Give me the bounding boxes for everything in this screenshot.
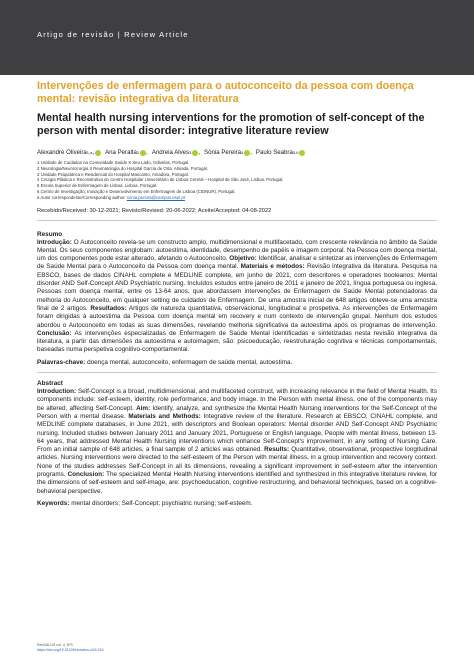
author-name: Sónia Pereira xyxy=(204,149,241,156)
abstract-body xyxy=(37,388,437,496)
author-name: Andreia Alves xyxy=(151,149,190,156)
resumo-results-label: Resultados: xyxy=(90,304,127,312)
author-name: Paulo Seabra xyxy=(255,149,293,156)
abstract-intro-label: Introduction: xyxy=(37,388,77,396)
title-portuguese: Intervenções de enfermagem para o autoconceito da pessoa com doença mental: revisão integrativa da literatura xyxy=(37,80,414,105)
abstract-results-label: Results: xyxy=(264,446,290,454)
resumo-concl: As intervenções especializadas de Enfermagem de Saúde Mental identificadas e sintetizadas nesta revisão integrativa da literatura, a partir das dimensões da autoestima e autoimagem, são: psicoeducação, reestruturação cognitiva e técnicas comportamentais, baseadas numa perspetiva cognitivo-comportamental. xyxy=(37,329,437,354)
author: Andreia Alves 3 , xyxy=(151,149,201,156)
author-sup: 2 xyxy=(136,150,140,155)
resumo-kw: doença mental, autoconceito, enfermagem de saúde mental, autoestima. xyxy=(87,358,293,366)
abstract-results: Quantitative, observational, prospective longitudinal articles. Nursing interventions were directed to the self-esteem of the Person with mental illness, in a group intervention and recovery context. None of the studies addresses Self-Concept in all its dimensions, revealing a significant improvement in self-esteem after the intervention programs. xyxy=(37,446,438,478)
resumo-methods: Revisão integrativa da literatura. Pesquisa na EBSCO, bases de dados CINAHL complete e MEDLINE complete, em junho de 2021, com descritores e operadores booleanos: Mental disorder AND Self-Concept AND Psychiatric nursing. Incluídos estudos entre janeiro de 2011 e janeiro de 2021, língua portuguesa ou inglesa, Pessoas com doença mental, entre os 13-64 anos, que abordassem intervenções de Enfermagem de Saúde Mental potenciadoras da melhoria do Autoconceito, em qualquer setting de cuidados de Enfermagem. De uma amostra inicial de 648 artigos obteve-se uma amostra final de 2 artigos. xyxy=(37,263,438,312)
abstract-intro: Self-Concept is a broad, multidimensional, and multifaceted construct, with increasing relevance in the field of Mental Health. Its components include: self-esteem, identity, role performance, and body image. In the Person with mental illness, one of the components may be altered, affecting Self-Concept. xyxy=(37,388,437,412)
resumo-intro: O Autoconceito revela-se um constructo amplo, multidimensional e multifacetado, com crescente relevância no âmbito da Saúde Mental. Os seus componentes englobam: autoestima, identidade, desempenho de papéis e imagem corporal. Na Pessoa com doença mental, um dos componentes pode estar alterado, afetando o Autoconceito. xyxy=(37,238,437,263)
resumo-concl-label: Conclusão: xyxy=(37,329,72,337)
author-sup: 1,a xyxy=(86,150,93,155)
orcid-icon[interactable] xyxy=(95,150,101,156)
doi-link[interactable]: https://doi.org/10.51126/revsalus.v4i3.216 xyxy=(37,648,104,652)
abstract-concl-label: Conclusion: xyxy=(67,471,105,478)
author: Alexandre Oliveira 1,a , xyxy=(37,149,101,157)
abstract-methods: Integrative review of the literature. Research at EBSCO, CINAHL complete, and MEDLINE complete databases, in June 2021, with descriptors and Boolean operators: Mental disorder AND Self-Concept AND Psychiatric nursing. Included studies between January 2011 and January 2021, Portuguese or English language, People with mental illness, between 13-64 years, that addressed Mental Health Nursing interventions which enhance Self-Concept's improvement, in any setting of Nursing Care. From an initial sample of 648 articles, a final sample of 2 articles was obtained. xyxy=(37,412,438,454)
resumo-section xyxy=(37,231,437,373)
affiliations xyxy=(37,160,437,201)
author-name: Alexandre Oliveira xyxy=(37,149,87,156)
affiliation: 2 Neurologia/Neurocirurgia II Reumatologia do Hospital Garcia de Orta, Almada, Portugal. xyxy=(37,165,209,171)
affiliation: 6 Centro de Investigação, Inovação e Desenvolvimento em Enfermagem de Lisboa (CIDNUR), Portugal. xyxy=(37,188,236,194)
page-footer xyxy=(37,643,103,653)
orcid-icon[interactable] xyxy=(192,150,198,156)
abstract-kw: mental disorders; Self-Concept; psychiatric nursing; self-esteem. xyxy=(71,499,253,507)
title-english: Mental health nursing interventions for the promotion of self-concept of the person with mental disorder: integrative literature review xyxy=(37,112,425,137)
author xyxy=(256,149,306,157)
abstract-heading: Abstract xyxy=(37,380,63,388)
corresponding-author xyxy=(37,195,437,201)
divider xyxy=(37,372,437,373)
corresponding-label: a Autor correspondente/Corresponding author: xyxy=(37,194,126,200)
resumo-keywords xyxy=(37,359,437,367)
orcid-icon[interactable] xyxy=(299,150,305,156)
resumo-obj-label: Objetivo: xyxy=(229,255,257,263)
author: Ana Peralta 2 , xyxy=(105,149,148,156)
resumo-obj: Identificar, analisar e sintetizar as intervenções de Enfermagem de Saúde Mental para o Autoconceito da Pessoa com doença mental. xyxy=(37,255,438,271)
abstract-concl: The specialized Mental Health Nursing interventions identified and synthesized in this integrative literature review, for the dimensions of self-esteem and self-image, are: psychoeducation, cognitive restructuring, and behavioral techniques, based on a cognitive-behavioral perspective. xyxy=(37,471,437,495)
resumo-body xyxy=(37,239,437,355)
author: Sónia Pereira 4 , xyxy=(204,149,252,156)
author-sup: 5,6 xyxy=(292,150,299,155)
author-name: Ana Peralta xyxy=(105,149,137,156)
article-type: Artigo de revisão | Review Article xyxy=(37,30,189,39)
abstract-kw-label: Keywords: xyxy=(37,499,70,507)
abstract-aim-label: Aim: xyxy=(136,404,151,412)
corresponding-email[interactable]: sonia.pereira@campus.esel.pt xyxy=(126,194,185,200)
affiliation: 1 Unidade de Cuidados na Comunidade Saúde X Seu Lado, Odivelas, Portugal. xyxy=(37,160,190,165)
header-bar xyxy=(0,0,474,75)
resumo-kw-label: Palavras-chave: xyxy=(37,358,86,366)
author-sup: 4 xyxy=(240,150,244,155)
orcid-icon[interactable] xyxy=(244,150,250,156)
resumo-heading: Resumo xyxy=(37,230,63,238)
orcid-icon[interactable] xyxy=(140,150,146,156)
article-front-matter xyxy=(37,80,437,508)
affiliation: 5 Escola Superior de Enfermagem de Lisboa, Lisboa, Portugal. xyxy=(37,183,158,189)
affiliation: 4 Cirurgia Plástica e Reconstrutiva do Centro Hospitalar Universitário de Lisboa Central – Hospital de São José, Lisboa, Portugal. xyxy=(37,177,284,183)
article-dates: Recebido/Received: 30-12-2021; Revisto/Revised: 20-06-2022; Aceite/Accepted: 04-08-2022 xyxy=(37,207,272,214)
abstract-keywords xyxy=(37,500,437,508)
author-list xyxy=(37,149,437,157)
resumo-methods-label: Materiais e métodos: xyxy=(240,263,305,271)
resumo-results: Artigos de natureza quantitativa, observacional, longitudinal e prospetiva. As intervenções de Enfermagem foram dirigidas à autoestima da Pessoa com doença mental em recovery e num contexto de intervenção grupal. Nenhum dos estudos abordou o Autoconceito em todas as suas dimensões, revelando melhoria significativa da autoestima após os programas de intervenção. xyxy=(37,304,437,329)
divider xyxy=(37,220,437,221)
resumo-intro-label: Introdução: xyxy=(37,238,72,246)
abstract-aim: Identify, analyze, and synthesize the Mental Health Nursing interventions for the Self-Concept of the Person with a mental disease. xyxy=(37,404,437,420)
author-sup: 3 xyxy=(189,150,192,155)
abstract-methods-label: Materials and Methods: xyxy=(128,412,201,420)
affiliation: 3 Unidade Psiquiátrica e Residencial do Hospital Mancanto, Amadora, Portugal. xyxy=(37,171,189,177)
journal-info: RevSALUS vol. 4, Nº3 xyxy=(37,643,73,647)
abstract-section xyxy=(37,380,437,508)
